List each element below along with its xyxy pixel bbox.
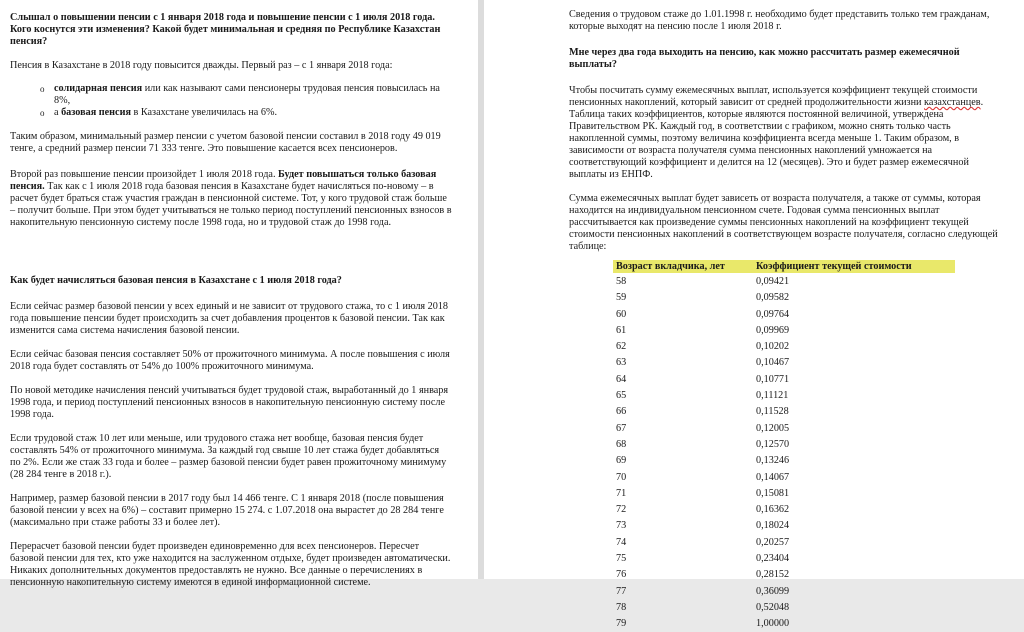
bold-term: солидарная пенсия: [54, 83, 143, 94]
heading-base-pension: Как будет начисляться базовая пенсия в Казахстане с 1 июля 2018 года?: [10, 275, 342, 286]
coefficient-cell: 0,09421: [756, 276, 790, 287]
list-item-text: или как называют сами пенсионеры трудовая пенсия повысилась на 8%,: [54, 83, 440, 106]
paragraph: [569, 85, 1008, 181]
table-row: [613, 273, 955, 289]
age-cell: 69: [616, 455, 627, 467]
column-header-age: Возраст вкладчика, лет: [613, 260, 753, 273]
bold-run: Будет повышаться только базовая пенсия.: [10, 169, 437, 192]
coefficient-cell: 0,11121: [756, 390, 789, 402]
table-row: [613, 501, 955, 517]
coefficient-cell: 0,10202: [756, 341, 790, 353]
age-cell: 58: [616, 276, 627, 287]
table-row: [613, 354, 955, 370]
list-item: [40, 83, 452, 107]
age-cell: 71: [616, 487, 627, 499]
text-run: Так как с 1 июля 2018 года базовая пенсия в Казахстане будет начисляться по-новому – в расчет будет браться стаж участия граждан в пенсионной системе. Тот, у кого трудовой стаж больше – получит больше. При этом будет учитываться не только период поступлений пенсионных взносов в накопительную пенсионную систему после 1998 года, но и трудовой стаж до 1998 года.: [10, 181, 452, 228]
paragraph: Сведения о трудовом стаже до 1.01.1998 г. необходимо будет представить только тем гражданам, которые выходят на пенсию после 1 июля 2018 г.: [569, 9, 990, 32]
coefficient-table: [613, 260, 955, 632]
age-cell: 72: [616, 504, 627, 516]
coefficient-cell: 0,23404: [756, 553, 790, 565]
coefficient-cell: 0,12570: [756, 438, 790, 450]
heading-pension-increase: Слышал о повышении пенсии с 1 января 2018 года и повышение пенсии с 1 июля 2018 года. Кого коснутся эти изменения? Какой будет минимальная и средняя по Республике Казахстан пенсия?: [10, 12, 441, 47]
table-row: [613, 615, 955, 631]
age-cell: 79: [616, 618, 627, 630]
paragraph: Если сейчас базовая пенсия составляет 50% от прожиточного минимума. А после повышения с июля 2018 года будет составлять от 54% до 100% прожиточного минимума.: [10, 349, 450, 372]
age-cell: 76: [616, 569, 627, 581]
table-row: [613, 517, 955, 533]
paragraph: Таким образом, минимальный размер пенсии с учетом базовой пенсии составил в 2018 году 49 019 тенге, а средний размер пенсии 71 333 тенге. Это повышение касается всех пенсионеров.: [10, 131, 441, 154]
table-row: [613, 322, 955, 338]
coefficient-cell: 0,52048: [756, 601, 790, 613]
age-cell: 77: [616, 585, 627, 597]
text-run: . Таблица таких коэффициентов, которые являются постоянной величиной, утверждена Правительством РК. Каждый год, в соответствии с графиком, можно снять только часть накопленной суммы, поэтому величина коэффициента всегда меньше 1. Таким образом, в зависимости от возраста получателя сумма пенсионных накоплений умножается на соответствующий коэффициент и делится на 12 (месяцев). Это и будет размер ежемесячной выплаты из ЕНПФ.: [569, 97, 984, 180]
age-cell: 67: [616, 422, 627, 434]
coefficient-cell: 0,16362: [756, 504, 790, 516]
age-cell: 75: [616, 553, 627, 565]
paragraph: [10, 169, 452, 229]
table-row: [613, 469, 955, 485]
age-cell: 73: [616, 520, 627, 532]
coefficient-cell: 0,10467: [756, 357, 790, 369]
text-run: Чтобы посчитать сумму ежемесячных выплат, используется коэффициент текущей стоимости пенсионных накоплений, который зависит от средней продолжительности жизни: [569, 85, 978, 108]
list-item-text: а: [54, 107, 62, 118]
coefficient-cell: 0,18024: [756, 520, 790, 532]
paragraph: По новой методике начисления пенсий учитываться будет трудовой стаж, выработанный до 1 января 1998 года, и период поступлений пенсионных взносов в накопительную пенсионную систему после 1998 года.: [10, 385, 449, 420]
bullet-list: [10, 83, 452, 119]
coefficient-cell: 0,10771: [756, 373, 790, 385]
table-row: [613, 436, 955, 452]
age-cell: 78: [616, 601, 627, 613]
age-cell: 74: [616, 536, 627, 548]
list-item: [40, 107, 452, 119]
bold-term: базовая пенсия: [61, 107, 131, 118]
table-row: [613, 534, 955, 550]
document-page-left: [0, 0, 478, 588]
table-body: [613, 273, 955, 632]
column-header-coefficient: Коэффициент текущей стоимости: [753, 260, 955, 273]
coefficient-cell: 0,12005: [756, 422, 790, 434]
age-cell: 64: [616, 373, 627, 385]
age-cell: 59: [616, 292, 627, 304]
table-header-row: [613, 260, 955, 273]
table-row: [613, 338, 955, 354]
coefficient-cell: 0,28152: [756, 569, 790, 581]
age-cell: 62: [616, 341, 627, 353]
paragraph: Если сейчас размер базовой пенсии у всех единый и не зависит от трудового стажа, то с 1 июля 2018 года повышение пенсии будет происходить за счет добавления процентов к базовой пенсии. Так как изменится сама система начисления базовой пенсии.: [10, 301, 449, 336]
paragraph: Если трудовой стаж 10 лет или меньше, или трудового стажа нет вообще, базовая пенсия будет составлять 54% от прожиточного минимума. За каждый год свыше 10 лет стажа будет добавляться по 2%. Если же стаж 33 года и более – размер базовой пенсии будет равен прожиточному минимуму (28 284 тенге в 2018 г.).: [10, 433, 447, 480]
table-row: [613, 583, 955, 599]
table-row: [613, 566, 955, 582]
table-row: [613, 485, 955, 501]
list-item-text: в Казахстане увеличилась на 6%.: [130, 107, 277, 118]
table-row: [613, 550, 955, 566]
table-row: [613, 306, 955, 322]
table-row: [613, 420, 955, 436]
text-run: Второй раз повышение пенсии произойдет 1 июля 2018 года.: [10, 169, 279, 180]
table-row: [613, 599, 955, 615]
paragraph: Перерасчет базовой пенсии будет произведен единовременно для всех пенсионеров. Пересчет базовой пенсии для тех, кто уже находится на заслуженном отдыхе, будет произведен автоматически. Никаких дополнительных документов предоставлять не нужно. Все данные о перечислениях в пенсионную накопительную систему имеются в единой информационной системе.: [10, 541, 451, 588]
spellcheck-underlined-word: казахстанцев: [924, 97, 981, 108]
age-cell: 60: [616, 308, 627, 320]
table-row: [613, 387, 955, 403]
age-cell: 66: [616, 406, 627, 418]
coefficient-cell: 0,15081: [756, 487, 790, 499]
document-page-right: [484, 0, 1024, 630]
table-row: [613, 371, 955, 387]
coefficient-cell: 0,14067: [756, 471, 790, 483]
age-cell: 70: [616, 471, 627, 483]
coefficient-cell: 0,36099: [756, 585, 790, 597]
coefficient-cell: 0,09969: [756, 324, 790, 336]
paragraph: Сумма ежемесячных выплат будет зависеть от возраста получателя, а также от суммы, которая находится на индивидуальном пенсионном счете. Годовая сумма пенсионных выплат рассчитывается как произведение суммы пенсионных накоплений на коэффициент текущей стоимости пенсионных накоплений в соответствующем возрасте получателя, согласно следующей таблице:: [569, 193, 998, 252]
age-cell: 63: [616, 357, 627, 369]
table-row: [613, 403, 955, 419]
heading-monthly-payment: Мне через два года выходить на пенсию, как можно рассчитать размер ежемесячной выплаты?: [569, 47, 960, 70]
coefficient-cell: 0,13246: [756, 455, 790, 467]
paragraph: Пенсия в Казахстане в 2018 году повысится дважды. Первый раз – с 1 января 2018 года:: [10, 60, 393, 71]
coefficient-cell: 0,20257: [756, 536, 790, 548]
age-cell: 68: [616, 438, 627, 450]
coefficient-cell: 0,09764: [756, 308, 790, 320]
table-row: [613, 289, 955, 305]
paragraph: Например, размер базовой пенсии в 2017 году был 14 466 тенге. С 1 января 2018 (после повышения базовой пенсии у всех на 6%) – составит примерно 15 274. с 1.07.2018 она вырастет до 28 284 тенге (максимально при стаже работы 33 и более лет).: [10, 493, 444, 528]
coefficient-cell: 1,00000: [756, 618, 790, 630]
age-cell: 61: [616, 324, 627, 336]
table-row: [613, 452, 955, 468]
coefficient-cell: 0,09582: [756, 292, 790, 304]
age-cell: 65: [616, 390, 627, 402]
coefficient-cell: 0,11528: [756, 406, 789, 418]
